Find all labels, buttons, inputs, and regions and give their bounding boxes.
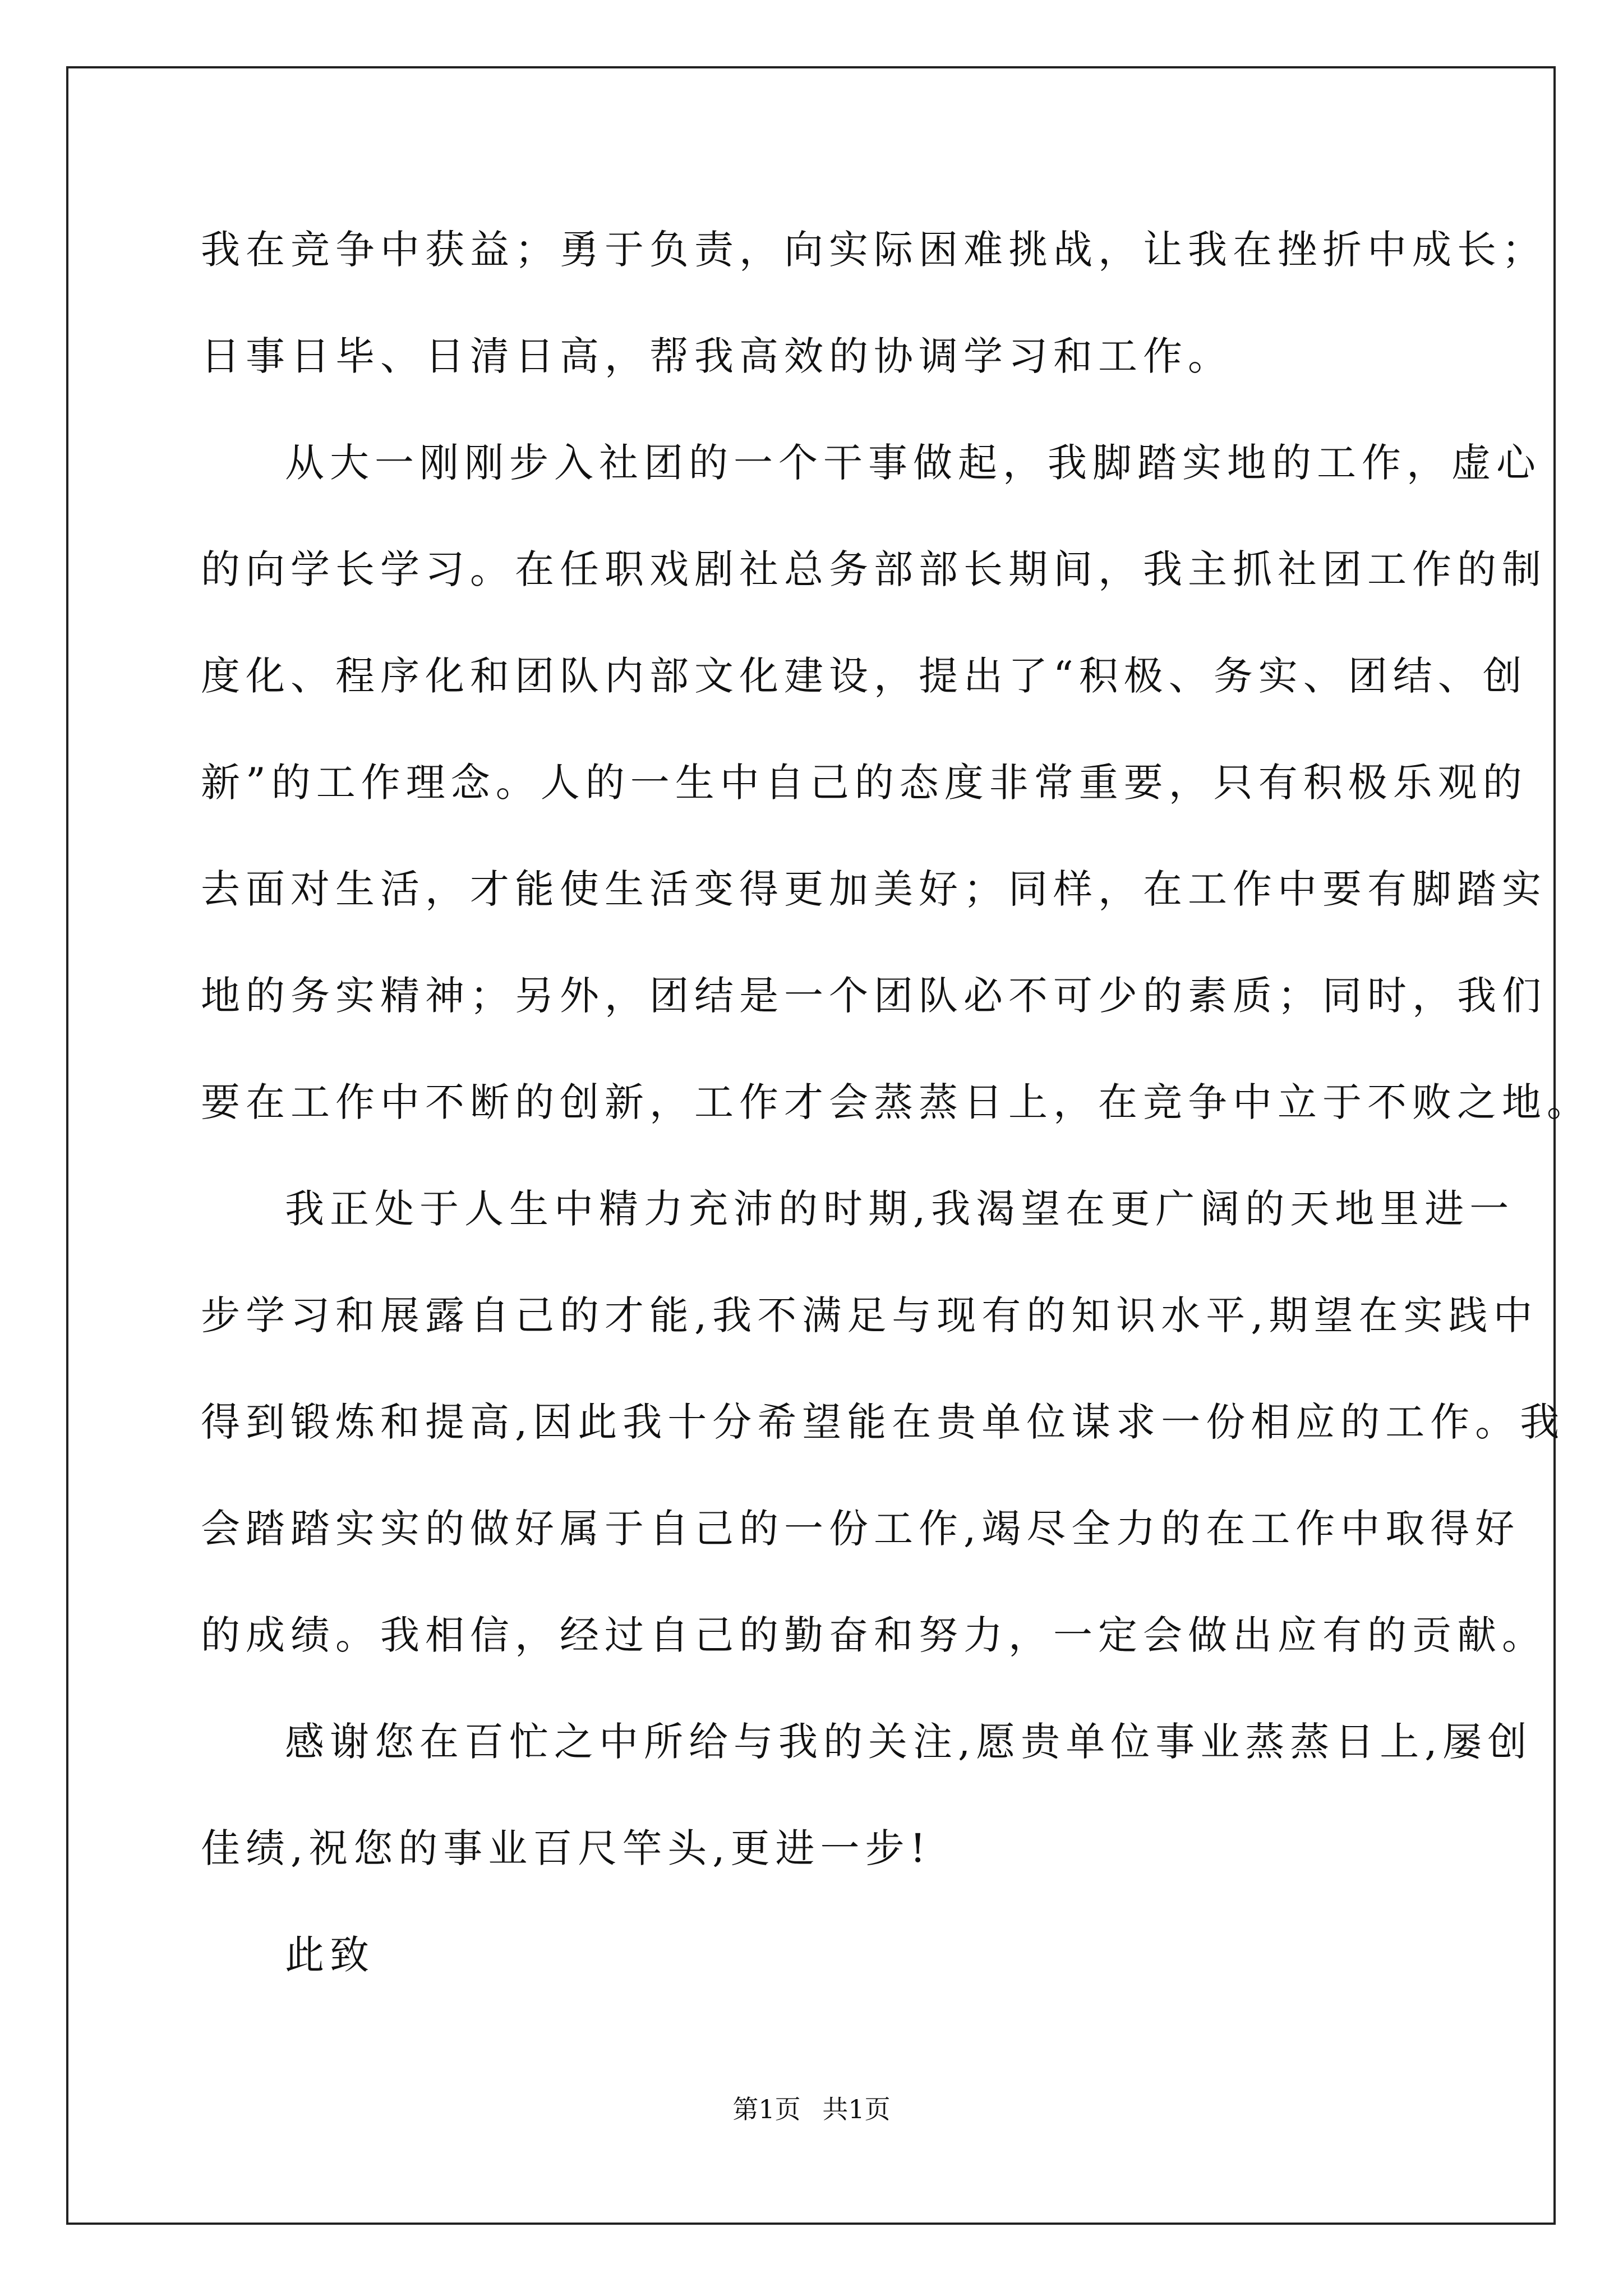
text-line: 我正处于人生中精力充沛的时期,我渴望在更广阔的天地里进一 xyxy=(285,1186,1515,1232)
text-line: 的向学长学习。在任职戏剧社总务部部长期间，我主抓社团工作的制 xyxy=(201,546,1547,592)
text-line: 地的务实精神；另外，团结是一个团队必不可少的素质；同时，我们 xyxy=(201,973,1547,1019)
text-line: 去面对生活，才能使生活变得更加美好；同样，在工作中要有脚踏实 xyxy=(201,866,1547,912)
text-line: 得到锻炼和提高,因此我十分希望能在贵单位谋求一份相应的工作。我 xyxy=(201,1399,1565,1445)
text-line: 感谢您在百忙之中所给与我的关注,愿贵单位事业蒸蒸日上,屡创 xyxy=(285,1719,1533,1765)
text-line: 佳绩,祝您的事业百尺竿头,更进一步! xyxy=(201,1825,932,1871)
text-line: 日事日毕、日清日高，帮我高效的协调学习和工作。 xyxy=(201,333,1233,379)
text-line: 的成绩。我相信，经过自己的勤奋和努力，一定会做出应有的贡献。 xyxy=(201,1612,1547,1658)
text-line: 从大一刚刚步入社团的一个干事做起，我脚踏实地的工作，虚心 xyxy=(285,440,1541,486)
text-line: 会踏踏实实的做好属于自己的一份工作,竭尽全力的在工作中取得好 xyxy=(201,1506,1520,1552)
text-line: 步学习和展露自己的才能,我不满足与现有的知识水平,期望在实践中 xyxy=(201,1292,1538,1338)
text-line: 要在工作中不断的创新，工作才会蒸蒸日上，在竞争中立于不败之地。 xyxy=(201,1079,1592,1125)
text-line: 我在竞争中获益；勇于负责，向实际困难挑战，让我在挫折中成长； xyxy=(201,227,1547,273)
page-footer xyxy=(0,2092,1623,2126)
page-number-total: 共1页 xyxy=(822,2094,891,2124)
closing-salutation: 此致 xyxy=(285,1932,375,1978)
page-number-current: 第1页 xyxy=(732,2094,801,2124)
page-border xyxy=(66,66,1556,2225)
text-line: 新”的工作理念。人的一生中自己的态度非常重要，只有积极乐观的 xyxy=(201,760,1528,806)
text-line: 度化、程序化和团队内部文化建设，提出了“积极、务实、团结、创 xyxy=(201,653,1528,699)
